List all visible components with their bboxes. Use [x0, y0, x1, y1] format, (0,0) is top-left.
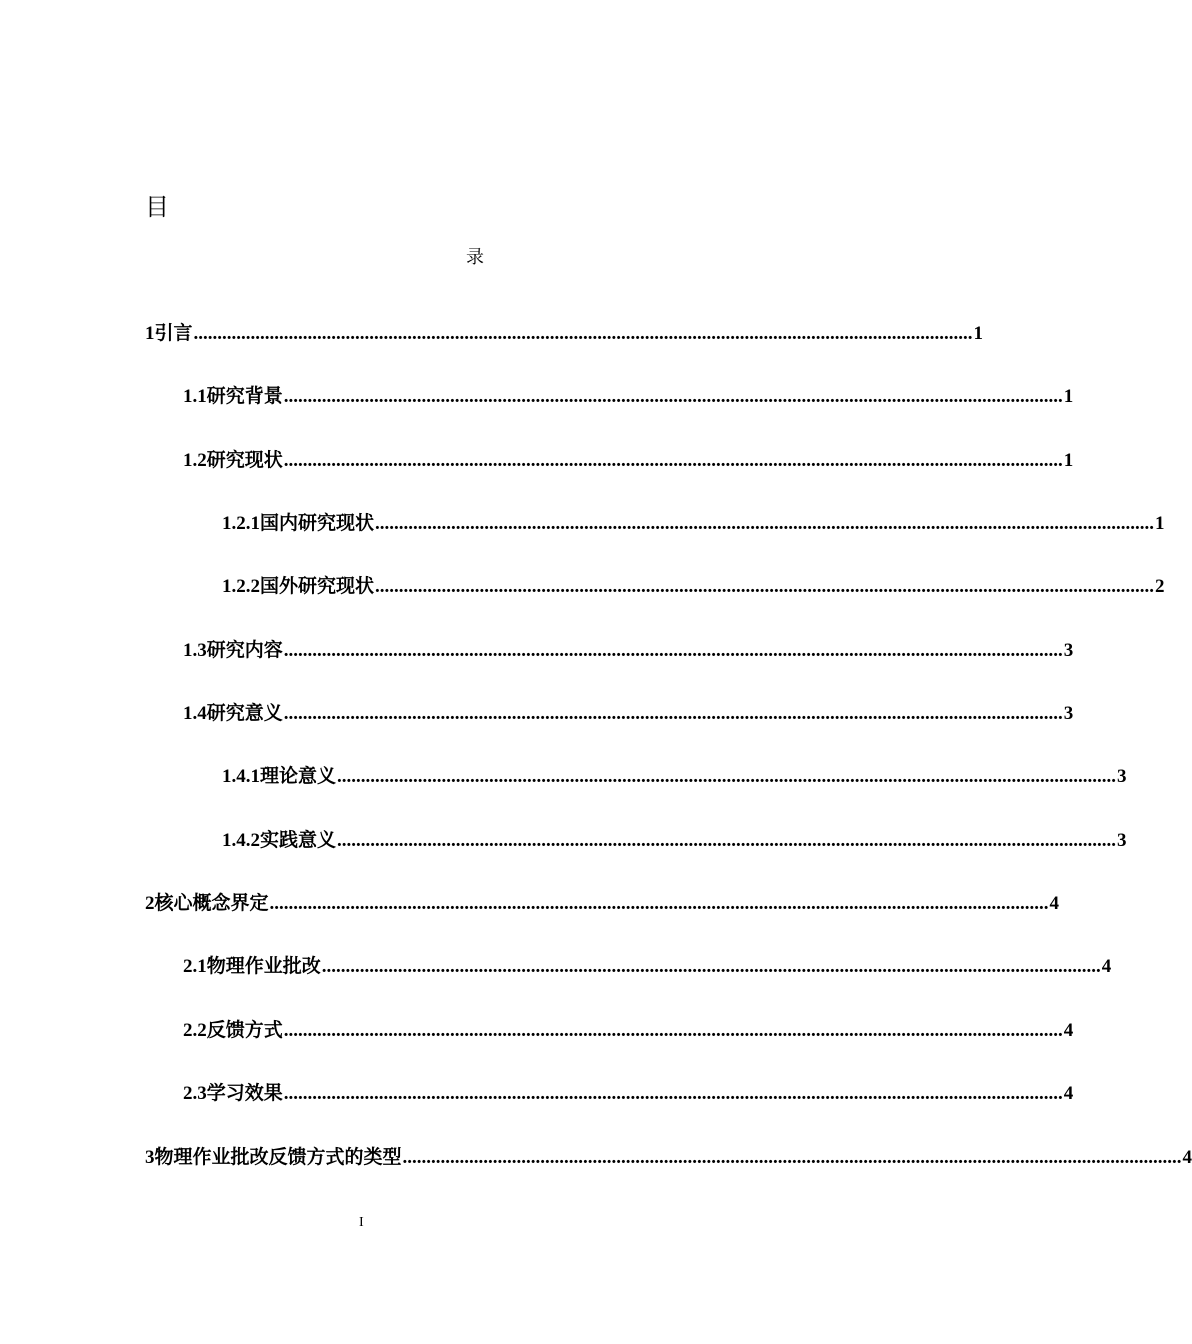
toc-entry-title: 反馈方式: [206, 1019, 283, 1041]
toc-entry-title: 研究现状: [206, 449, 283, 471]
toc-entry-page: 3: [1063, 703, 1074, 724]
toc-entry-page: 3: [1117, 830, 1127, 851]
toc-leader-dots: ....................................................................................................................................................................: [269, 893, 1049, 914]
toc-leader-dots: ....................................................................................................................................................................: [283, 386, 1063, 407]
toc-entry-title: 国内研究现状: [260, 512, 375, 534]
toc-entry[interactable]: [183, 699, 1074, 727]
toc-heading-first-char: 目: [145, 193, 169, 221]
toc-entry-page: 4: [1063, 1020, 1074, 1041]
toc-heading-second-char: 录: [466, 247, 484, 268]
toc-entry-page: 3: [1117, 766, 1127, 787]
toc-leader-dots: ....................................................................................................................................................................: [283, 1083, 1063, 1104]
toc-entry-number: 2: [145, 893, 155, 914]
toc-entry-page: 4: [1182, 1147, 1192, 1168]
toc-entry-number: 2.1: [183, 956, 207, 977]
toc-entry[interactable]: [222, 762, 1127, 790]
toc-entry[interactable]: [145, 1143, 1192, 1171]
toc-entry-page: 4: [1049, 893, 1060, 914]
toc-entry[interactable]: [145, 889, 1060, 917]
toc-leader-dots: ....................................................................................................................................................................: [375, 513, 1155, 534]
toc-entry-number: 1.4: [183, 703, 207, 724]
toc-leader-dots: ....................................................................................................................................................................: [283, 450, 1063, 471]
toc-entry-page: 4: [1063, 1083, 1074, 1104]
toc-entry-number: 2.3: [183, 1083, 207, 1104]
toc-entry-title: 引言: [154, 322, 193, 344]
toc-entry-number: 1.1: [183, 386, 207, 407]
toc-entry-number: 1: [145, 323, 155, 344]
toc-entry-number: 1.4.1: [222, 766, 260, 787]
toc-entry[interactable]: [222, 826, 1127, 854]
toc-entry[interactable]: [183, 1079, 1074, 1107]
toc-entry-number: 1.2: [183, 450, 207, 471]
toc-entry-number: 1.2.1: [222, 513, 260, 534]
toc-entry-page: 3: [1063, 640, 1074, 661]
toc-entry[interactable]: [183, 952, 1112, 980]
toc-entry-number: 3: [145, 1147, 155, 1168]
toc-entry-page: 1: [973, 323, 984, 344]
toc-entry-number: 1.3: [183, 640, 207, 661]
toc-entry-page: 1: [1063, 450, 1074, 471]
toc-entry[interactable]: [183, 1016, 1074, 1044]
toc-entry-title: 核心概念界定: [154, 892, 269, 914]
toc-entry-page: 4: [1101, 956, 1112, 977]
toc-entry-title: 物理作业批改: [206, 955, 321, 977]
toc-leader-dots: ....................................................................................................................................................................: [375, 576, 1155, 597]
toc-entry-title: 学习效果: [206, 1082, 283, 1104]
toc-entry-title: 研究背景: [206, 385, 283, 407]
toc-entry-page: 2: [1155, 576, 1165, 597]
toc-entry[interactable]: [183, 446, 1074, 474]
toc-leader-dots: ....................................................................................................................................................................: [193, 323, 973, 344]
page-number-footer: I: [359, 1215, 364, 1230]
toc-entry-number: 1.2.2: [222, 576, 260, 597]
toc-leader-dots: ....................................................................................................................................................................: [283, 640, 1063, 661]
toc-entry[interactable]: [145, 319, 984, 347]
toc-entry-page: 1: [1063, 386, 1074, 407]
toc-entry-title: 研究意义: [206, 702, 283, 724]
toc-entry-number: 2.2: [183, 1020, 207, 1041]
toc-entry[interactable]: [183, 382, 1074, 410]
toc-leader-dots: ....................................................................................................................................................................: [402, 1147, 1182, 1168]
toc-leader-dots: ....................................................................................................................................................................: [283, 703, 1063, 724]
toc-leader-dots: ....................................................................................................................................................................: [337, 830, 1117, 851]
toc-entry-title: 国外研究现状: [260, 575, 375, 597]
toc-entry-number: 1.4.2: [222, 830, 260, 851]
toc-entry[interactable]: [222, 572, 1165, 600]
toc-entry-title: 研究内容: [206, 639, 283, 661]
toc-entry-title: 理论意义: [260, 765, 337, 787]
toc-entry[interactable]: [183, 636, 1074, 664]
toc-entry-title: 物理作业批改反馈方式的类型: [154, 1146, 402, 1168]
toc-leader-dots: ....................................................................................................................................................................: [321, 956, 1101, 977]
toc-entry[interactable]: [222, 509, 1165, 537]
toc-entry-title: 实践意义: [260, 829, 337, 851]
toc-leader-dots: ....................................................................................................................................................................: [337, 766, 1117, 787]
toc-leader-dots: ....................................................................................................................................................................: [283, 1020, 1063, 1041]
toc-entry-page: 1: [1155, 513, 1165, 534]
